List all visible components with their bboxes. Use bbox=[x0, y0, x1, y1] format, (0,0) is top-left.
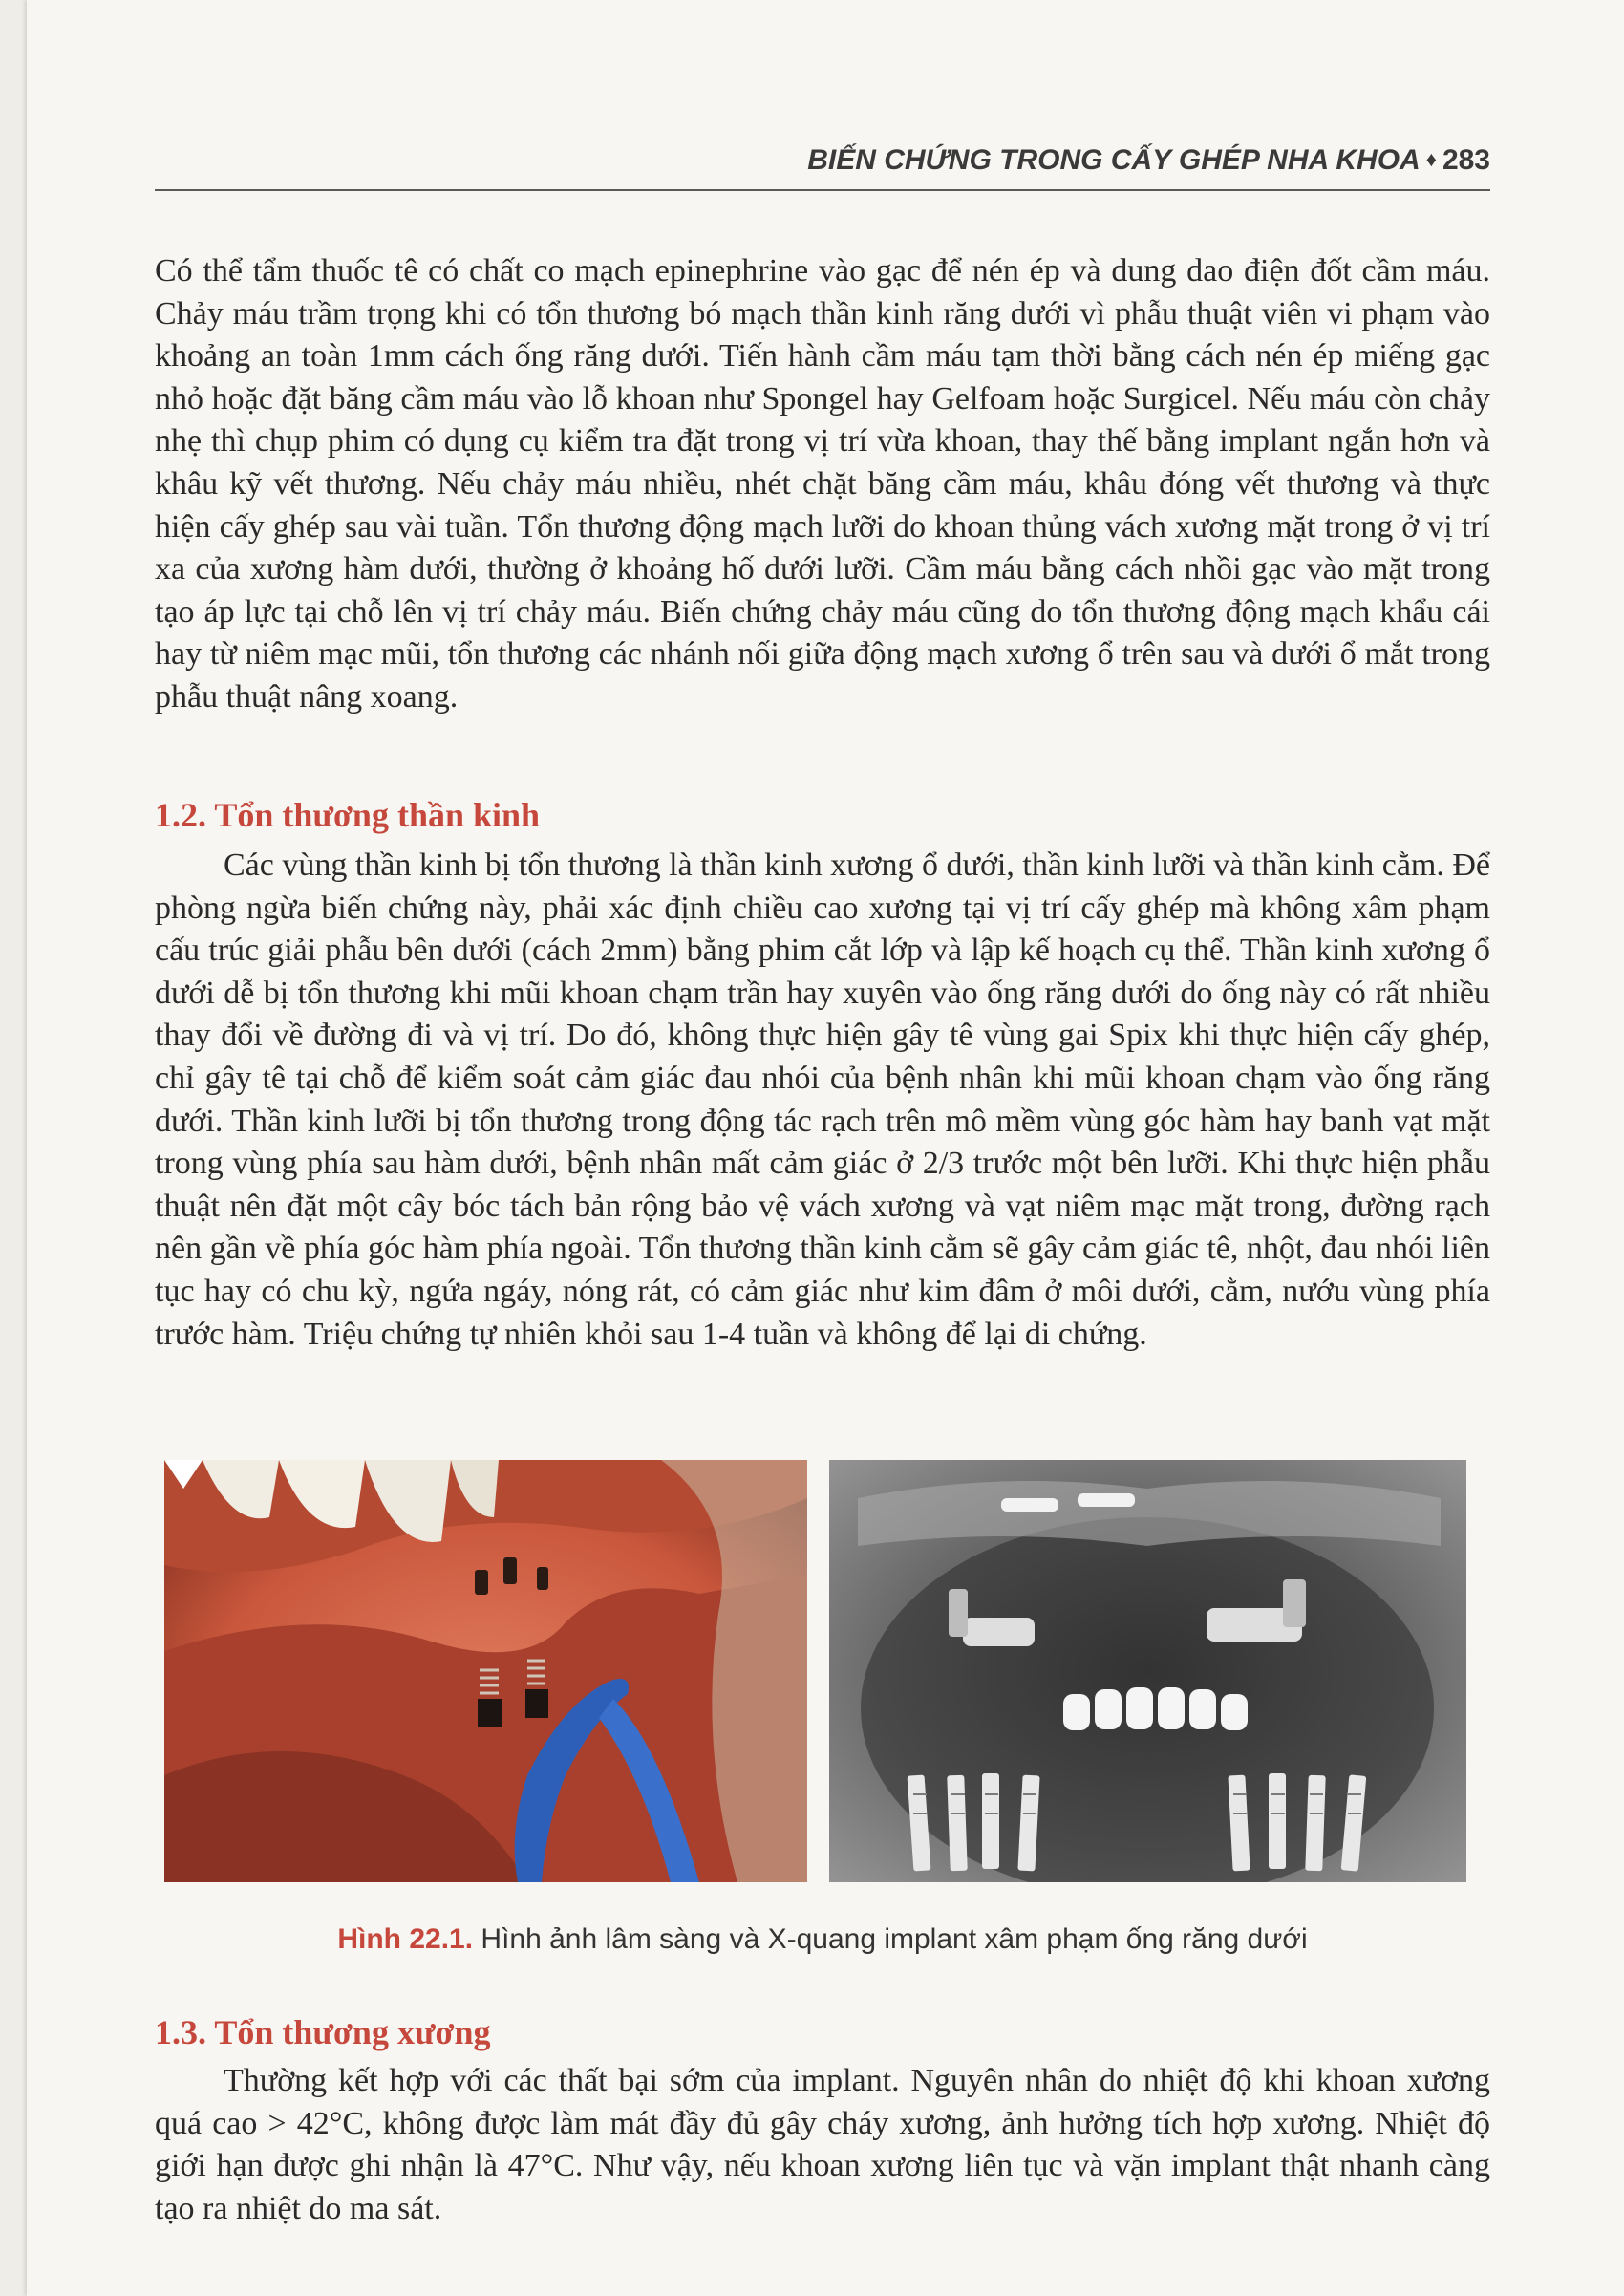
figure-caption-text: Hình ảnh lâm sàng và X-quang implant xâm phạm ống răng dưới bbox=[481, 1923, 1308, 1955]
paragraph-nerve-injury: Các vùng thần kinh bị tổn thương là thần kinh xương ổ dưới, thần kinh lưỡi và thần kinh cằm. Để phòng ngừa biến chứng này, phải xác định chiều cao xương tại vị trí cấy ghép mà không xâm phạm cấu trúc giải phẫu bên dưới (cách 2mm) bằng phim cắt lớp và lập kế hoạch cụ thể. Thần kinh xương ổ dưới dễ bị tổn thương khi mũi khoan chạm trần hay xuyên vào ống răng dưới do ống này có rất nhiều thay đổi về đường đi và vị trí. Do đó, không thực hiện gây tê vùng gai Spix khi thực hiện cấy ghép, chỉ gây tê tại chỗ để kiểm soát cảm giác đau nhói của bệnh nhân khi mũi khoan chạm vào ống răng dưới. Thần kinh lưỡi bị tổn thương trong động tác rạch trên mô mềm vùng góc hàm hay banh vạt mặt trong vùng phía sau hàm dưới, bệnh nhân mất cảm giác ở 2/3 trước một bên lưỡi. Khi thực hiện phẫu thuật nên đặt một cây bóc tách bản rộng bảo vệ vách xương và vạt niêm mạc mặt trong, đường rạch nên gần về phía góc hàm phía ngoài. Tổn thương thần kinh cằm sẽ gây cảm giác tê, nhột, đau nhói liên tục hay có chu kỳ, ngứa ngáy, nóng rát, có cảm giác như kim đâm ở môi dưới, cằm, nướu vùng phía trước hàm. Triệu chứng tự nhiên khỏi sau 1-4 tuần và không để lại di chứng. bbox=[155, 848, 1490, 1352]
xray-illustration bbox=[829, 1460, 1466, 1882]
running-header bbox=[155, 143, 1490, 180]
figure-label: Hình 22.1. bbox=[337, 1923, 474, 1955]
clinical-photo bbox=[164, 1460, 807, 1882]
heading-bone-injury: 1.3. Tổn thương xương bbox=[155, 2013, 491, 2051]
heading-nerve-injury: 1.2. Tổn thương thần kinh bbox=[155, 796, 541, 834]
header-rule bbox=[155, 189, 1490, 191]
paragraph-bleeding: Có thể tẩm thuốc tê có chất co mạch epinephrine vào gạc để nén ép và dung dao điện đốt cầm máu. Chảy máu trầm trọng khi có tổn thương bó mạch thần kinh răng dưới vì phẫu thuật viên vi phạm vào khoảng an toàn 1mm cách ống răng dưới. Tiến hành cầm máu tạm thời bằng cách nén ép miếng gạc nhỏ hoặc đặt băng cầm máu vào lỗ khoan như Spongel hay Gelfoam hoặc Surgicel. Nếu máu còn chảy nhẹ thì chụp phim có dụng cụ kiểm tra đặt trong vị trí vừa khoan, thay thế bằng implant ngắn hơn và khâu kỹ vết thương. Nếu chảy máu nhiều, nhét chặt băng cầm máu, khâu đóng vết thương và thực hiện cấy ghép sau vài tuần. Tổn thương động mạch lưỡi do khoan thủng vách xương mặt trong ở vị trí xa của xương hàm dưới, thường ở khoảng hố dưới lưỡi. Cầm máu bằng cách nhồi gạc vào mặt trong tạo áp lực tại chỗ lên vị trí chảy máu. Biến chứng chảy máu cũng do tổn thương động mạch khẩu cái hay từ niêm mạc mũi, tổn thương các nhánh nối giữa động mạch xương ổ trên sau và dưới ổ mắt trong phẫu thuật nâng xoang. bbox=[155, 253, 1490, 715]
page-number: 283 bbox=[1442, 144, 1490, 176]
diamond-separator-icon: ♦ bbox=[1425, 147, 1437, 171]
clinical-photo-illustration bbox=[164, 1460, 807, 1882]
xray-image bbox=[829, 1460, 1466, 1882]
paragraph-bone-injury: Thường kết hợp với các thất bại sớm của implant. Nguyên nhân do nhiệt độ khi khoan xương quá cao > 42°C, không được làm mát đầy đủ gây cháy xương, ảnh hưởng tích hợp xương. Nhiệt độ giới hạn được ghi nhận là 47°C. Như vậy, nếu khoan xương liên tục và vặn implant thật nhanh càng tạo ra nhiệt do ma sát. bbox=[155, 2063, 1490, 2226]
figure-caption bbox=[155, 1922, 1490, 1957]
header-title: BIẾN CHỨNG TRONG CẤY GHÉP NHA KHOA bbox=[807, 144, 1421, 176]
